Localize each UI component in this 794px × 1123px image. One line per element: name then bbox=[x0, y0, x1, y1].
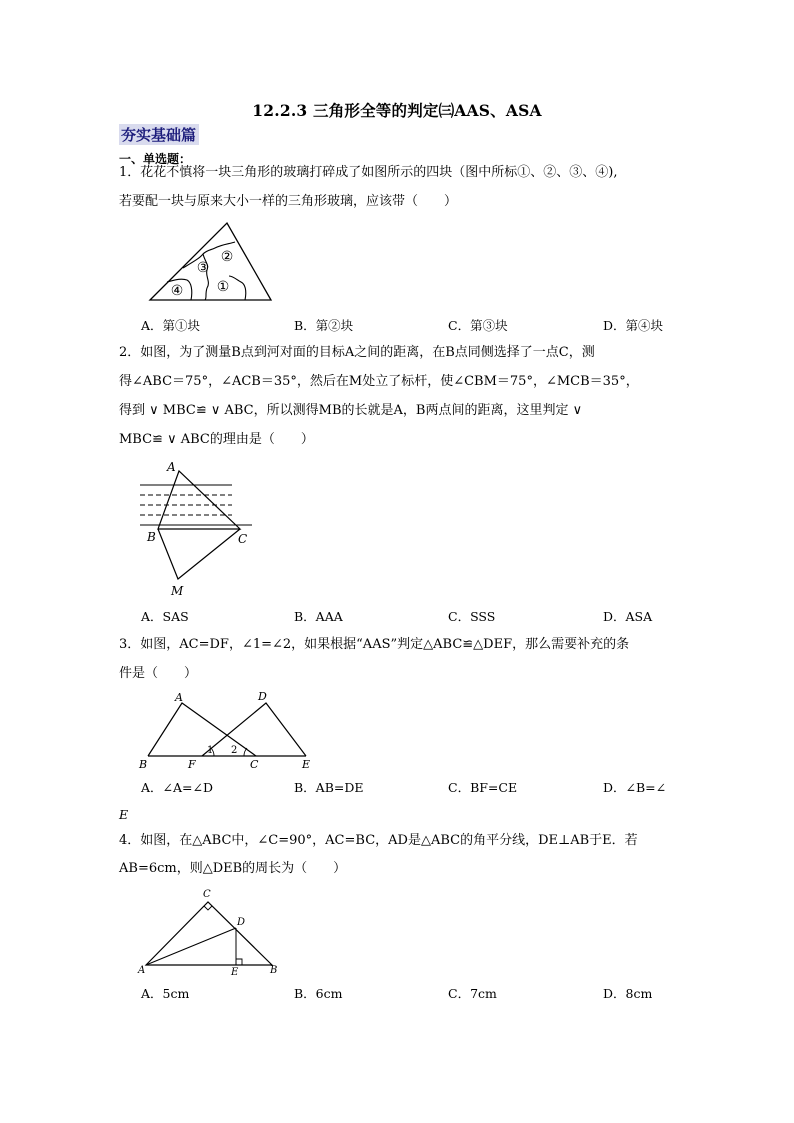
q1-option-a[interactable]: A．第①块 bbox=[141, 318, 201, 333]
q1-label-1: ① bbox=[216, 279, 230, 295]
q3-option-a[interactable]: A．∠A=∠D bbox=[141, 780, 213, 795]
q3-label-f: F bbox=[188, 758, 196, 771]
q2-option-a[interactable]: A．SAS bbox=[141, 609, 189, 624]
q4-label-d: D bbox=[237, 917, 246, 928]
q2-figure-river bbox=[138, 459, 258, 599]
q3-option-c[interactable]: C．BF=CE bbox=[448, 780, 518, 795]
q1-figure-broken-glass bbox=[145, 220, 275, 304]
section-heading: 夯实基础篇 bbox=[119, 124, 199, 145]
q1-label-3: ③ bbox=[196, 260, 210, 276]
q1-option-b[interactable]: B．第②块 bbox=[294, 318, 354, 333]
q3-option-b[interactable]: B．AB=DE bbox=[294, 780, 364, 795]
q4-option-a[interactable]: A．5cm bbox=[141, 986, 190, 1001]
q4-option-d[interactable]: D．8cm bbox=[603, 986, 653, 1001]
q1-label-2: ② bbox=[220, 249, 234, 265]
q3-label-angle1: 1 bbox=[207, 745, 214, 756]
q2-label-c: C bbox=[238, 532, 248, 546]
q3-label-a: A bbox=[175, 691, 183, 704]
q3-text-line1: 3．如图，AC=DF，∠1=∠2，如果根据“AAS”判定△ABC≌△DEF，那么需要补充的条 bbox=[119, 637, 630, 652]
q2-label-a: A bbox=[167, 460, 176, 474]
q4-option-c[interactable]: C．7cm bbox=[448, 986, 497, 1001]
q1-text-line1: 1．花花不慎将一块三角形的玻璃打碎成了如图所示的四块（图中所标①、②、③、④), bbox=[119, 165, 618, 180]
q2-text-line1: 2．如图，为了测量B点到河对面的目标A之间的距离，在B点同侧选择了一点C，测 bbox=[119, 345, 595, 360]
q4-label-b: B bbox=[270, 965, 278, 976]
q3-option-d[interactable]: D．∠B=∠ bbox=[603, 780, 667, 795]
q3-figure-triangles bbox=[136, 690, 316, 770]
subsection-heading: 一、单选题： bbox=[119, 152, 192, 166]
q2-text-line4: MBC≌ ∨ ABC的理由是（ ） bbox=[119, 432, 314, 447]
q3-label-b: B bbox=[139, 758, 148, 771]
q2-option-c[interactable]: C．SSS bbox=[448, 609, 496, 624]
q4-label-a: A bbox=[138, 965, 146, 976]
q4-figure-right-triangle bbox=[136, 885, 286, 977]
q3-option-d-wrap: E bbox=[119, 807, 129, 822]
q4-text-line2: AB=6cm，则△DEB的周长为（ ） bbox=[119, 861, 347, 876]
q4-option-b[interactable]: B．6cm bbox=[294, 986, 343, 1001]
q2-label-m: M bbox=[171, 584, 184, 598]
q4-text-line1: 4．如图，在△ABC中，∠C=90°，AC=BC，AD是△ABC的角平分线，DE⊥AB于E．若 bbox=[119, 833, 638, 848]
q1-label-4: ④ bbox=[170, 283, 184, 299]
q2-option-d[interactable]: D．ASA bbox=[603, 609, 653, 624]
q1-option-d[interactable]: D．第④块 bbox=[603, 318, 664, 333]
q1-option-c[interactable]: C．第③块 bbox=[448, 318, 508, 333]
q3-text-line2: 件是（ ） bbox=[119, 666, 198, 681]
q2-text-line3: 得到 ∨ MBC≌ ∨ ABC，所以测得MB的长就是A，B两点间的距离，这里判定 ∨ bbox=[119, 403, 583, 418]
q3-label-d: D bbox=[258, 690, 267, 703]
q2-option-b[interactable]: B．AAA bbox=[294, 609, 343, 624]
page-title: 12.2.3 三角形全等的判定㈢AAS、ASA bbox=[252, 101, 542, 120]
q2-label-b: B bbox=[147, 530, 156, 544]
q4-label-e: E bbox=[231, 967, 239, 978]
q2-text-line2: 得∠ABC＝75°，∠ACB＝35°，然后在M处立了标杆，使∠CBM＝75°，∠MCB＝35°， bbox=[119, 374, 639, 389]
q3-label-c: C bbox=[250, 758, 259, 771]
q3-label-angle2: 2 bbox=[231, 745, 238, 756]
q1-text-line2: 若要配一块与原来大小一样的三角形玻璃，应该带（ ） bbox=[119, 194, 458, 209]
q3-label-e: E bbox=[302, 758, 311, 771]
q4-label-c: C bbox=[203, 889, 211, 900]
